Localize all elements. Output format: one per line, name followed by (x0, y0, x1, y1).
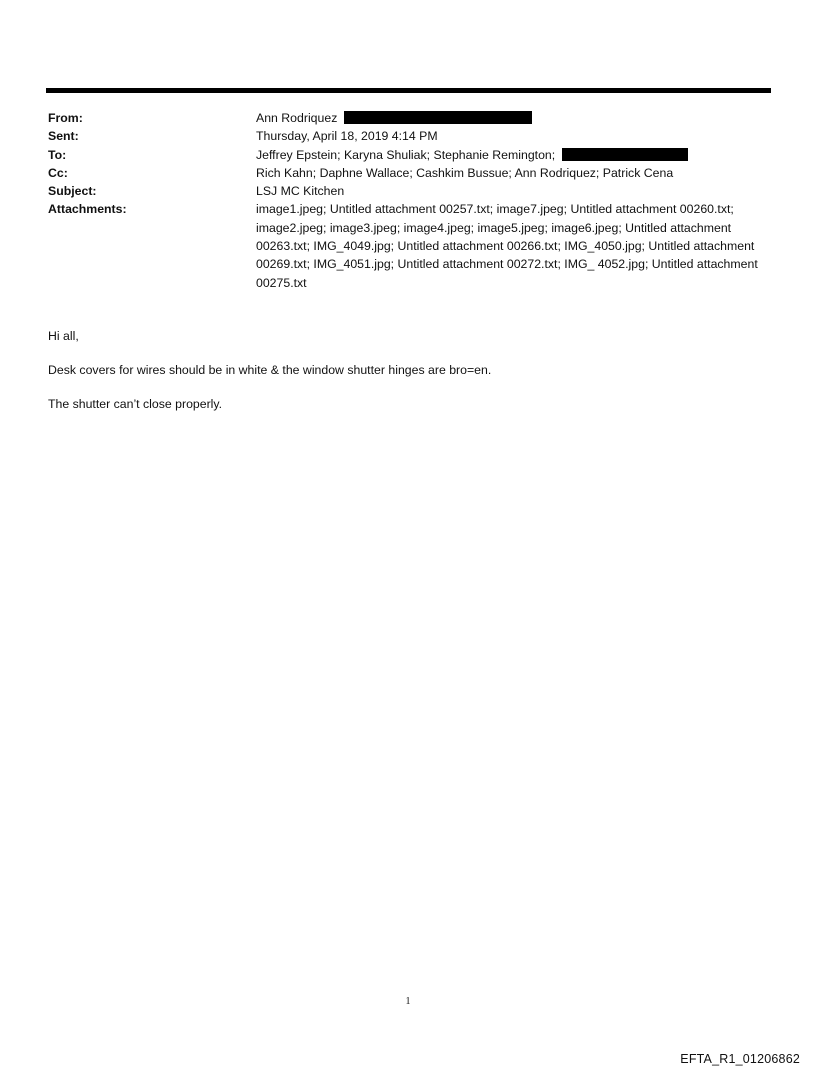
sent-label: Sent: (48, 129, 79, 144)
page-number: 1 (405, 996, 411, 1007)
from-name: Ann Rodriquez (256, 111, 338, 125)
redaction-box (562, 148, 688, 161)
sent-value: Thursday, April 18, 2019 4:14 PM (256, 129, 438, 144)
attachments-value: image1.jpeg; Untitled attachment 00257.txt; image7.jpeg; Untitled attachment 00260.txt; image2.jpeg; image3.jpeg; image4.jpeg; image5.jpeg; image6.jpeg; Untitled attachment 00263.txt; IMG_4049.jpg; Untitled attachment 00266.txt; IMG_4050.jpg; Untitled attachment 00269.txt; IMG_4051.jpg; Untitled attachment 00272.txt; IMG_ 4052.jpg; Untitled attachment 00275.txt (256, 202, 758, 290)
subject-value: LSJ MC Kitchen (256, 184, 345, 199)
body-paragraph: The shutter can’t close properly. (48, 397, 223, 411)
to-recipients: Jeffrey Epstein; Karyna Shuliak; Stephanie Remington; (256, 147, 556, 162)
attachments-row (48, 200, 778, 291)
to-row (48, 146, 778, 164)
email-body (48, 327, 768, 429)
body-paragraph: Desk covers for wires should be in white & the window shutter hinges are bro=en. (48, 363, 492, 377)
cc-row (48, 164, 778, 182)
attachments-label: Attachments: (48, 202, 127, 217)
cc-label: Cc: (48, 165, 68, 180)
from-label: From: (48, 111, 83, 125)
cc-value: Rich Kahn; Daphne Wallace; Cashkim Bussue; Ann Rodriquez; Patrick Cena (256, 165, 674, 180)
document-id: EFTA_R1_01206862 (680, 1052, 800, 1066)
email-header (48, 109, 778, 292)
subject-label: Subject: (48, 184, 97, 199)
subject-row (48, 182, 778, 200)
from-value (256, 109, 771, 127)
to-label: To: (48, 147, 67, 162)
sent-row (48, 127, 778, 145)
to-value (256, 146, 771, 164)
from-row (48, 109, 778, 127)
header-rule (46, 88, 771, 93)
greeting: Hi all, (48, 329, 79, 343)
redaction-box (344, 111, 532, 124)
